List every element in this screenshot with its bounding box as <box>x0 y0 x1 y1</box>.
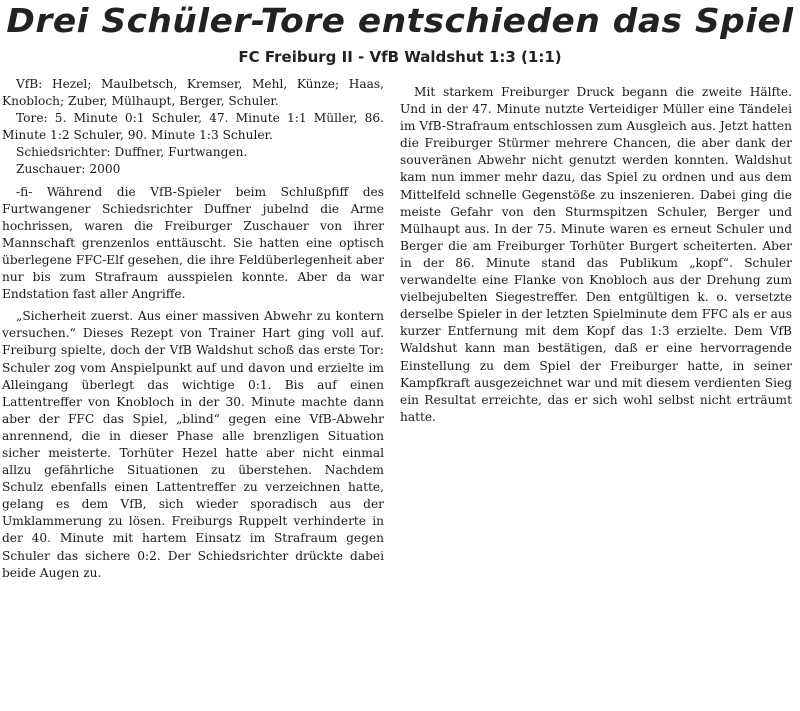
goals-paragraph: Tore: 5. Minute 0:1 Schuler, 47. Minute 1:1 Müller, 86. Minute 1:2 Schuler, 90. Minute 1:3 Schuler. <box>2 111 384 143</box>
attendance-paragraph: Zuschauer: 2000 <box>16 162 121 177</box>
referee-paragraph: Schiedsrichter: Duffner, Furtwangen. <box>16 145 248 160</box>
headline: Drei Schüler-Tore entschieden das Spiel <box>6 1 794 40</box>
lineup-paragraph: VfB: Hezel; Maulbetsch, Kremser, Mehl, Künze; Haas, Knobloch; Zuber, Mülhaupt, Berger, Schuler. <box>2 77 384 109</box>
body-paragraph: Mit starkem Freiburger Druck begann die zweite Hälfte. Und in der 47. Minute nutzte Verteidiger Müller eine Tändelei im VfB-Strafraum entschlossen zum Ausgleich aus. Jetzt hatten die Freiburger Stürmer mehrere Chancen, die aber dank der souveränen Abwehr nicht genutzt werden konnten. Waldshut kam nun immer mehr dazu, das Spiel zu ordnen und aus dem Mittelfeld schnelle Gegenstöße zu inszenieren. Dabei ging die meiste Gefahr von den Sturmspitzen Schuler, Berger und Mülhaupt aus. In der 75. Minute waren es erneut Schuler und Berger die am Freiburger Torhüter Burgert scheiterten. Aber in der 86. Minute stand das Publikum „kopf“. Schuler verwandelte eine Flanke von Knobloch aus der Drehung zum vielbejubelten Siegestreffer. Den entgültigen k. o. versetzte derselbe Spieler in der letzten Spielminute dem FFC als er aus kurzer Entfernung mit dem Kopf das 1:3 erzielte. Dem VfB Waldshut kann man bestätigen, daß er eine hervorragende Einstellung zu dem Spiel der Freiburger hatte, in seiner Kampfkraft ausgezeichnet war und mit diesem verdienten Sieg ein Resultat erreichte, das er sich wohl selbst nicht erträumt hatte. <box>400 85 792 424</box>
match-result: FC Freiburg II - VfB Waldshut 1:3 (1:1) <box>238 48 562 66</box>
left-column <box>2 76 384 582</box>
right-column <box>400 84 792 426</box>
body-paragraph: „Sicherheit zuerst. Aus einer massiven Abwehr zu kontern versuchen.“ Dieses Rezept von Trainer Hart ging voll auf. Freiburg spielte, doch der VfB Waldshut schoß das erste Tor: Schuler zog vom Anspielpunkt auf und davon und erzielte im Alleingang überlegt das wichtige 0:1. Bis auf einen Lattentreffer von Knobloch in der 30. Minute machte dann aber der FFC das Spiel, „blind“ gegen eine VfB-Abwehr anrennend, die in dieser Phase alle brenzligen Situation sicher meisterte. Torhüter Hezel hatte aber nicht einmal allzu gefährliche Situationen zu überstehen. Nachdem Schulz ebenfalls einen Lattentreffer zu verzeichnen hatte, gelang es dem VfB, sich wieder sporadisch aus der Umklammerung zu lösen. Freiburgs Ruppelt verhinderte in der 40. Minute mit hartem Einsatz im Strafraum gegen Schuler das sichere 0:2. Der Schiedsrichter drückte dabei beide Augen zu. <box>2 309 384 580</box>
body-paragraph: -fi- Während die VfB-Spieler beim Schlußpfiff des Furtwangener Schiedsrichter Duffner jubelnd die Arme hochrissen, waren die Freiburger Zuschauer von ihrer Mannschaft grenzenlos enttäuscht. Sie hatten eine optisch überlegene FFC-Elf gesehen, die ihre Feldüberlegenheit aber nur bis zum Strafraum ausspielen konnte. Aber da war Endstation fast aller Angriffe. <box>2 184 384 302</box>
